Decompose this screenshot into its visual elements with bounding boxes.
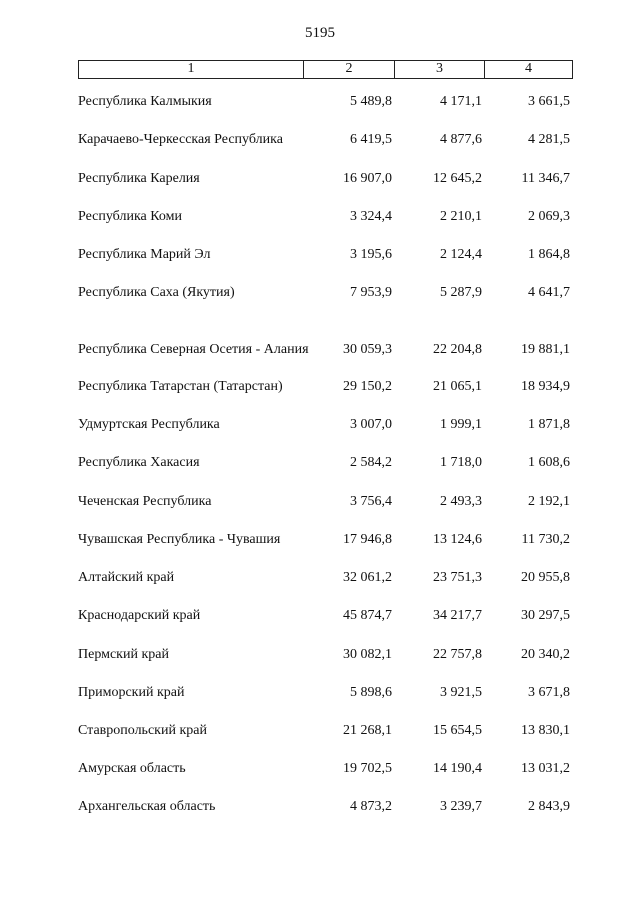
value-col-4: 3 671,8	[528, 685, 570, 700]
value-col-2: 6 419,5	[350, 132, 392, 147]
value-col-4: 19 881,1	[521, 342, 570, 357]
table-row	[78, 378, 572, 396]
region-name: Чувашская Республика - Чувашия	[78, 532, 281, 547]
value-col-3: 2 124,4	[440, 247, 482, 262]
value-col-4: 11 346,7	[521, 171, 570, 186]
page-number: 5195	[305, 25, 335, 41]
value-col-2: 7 953,9	[350, 285, 392, 300]
region-name: Приморский край	[78, 685, 185, 700]
region-name: Алтайский край	[78, 570, 175, 585]
value-col-4: 20 955,8	[521, 570, 570, 585]
value-col-2: 3 195,6	[350, 247, 392, 262]
value-col-3: 22 204,8	[433, 342, 482, 357]
value-col-4: 13 830,1	[521, 723, 570, 738]
value-col-3: 1 718,0	[440, 455, 482, 470]
value-col-3: 4 171,1	[440, 94, 482, 109]
region-name: Республика Северная Осетия - Алания	[78, 342, 309, 357]
region-name: Архангельская область	[78, 799, 216, 814]
region-name: Ставропольский край	[78, 723, 207, 738]
region-name: Республика Саха (Якутия)	[78, 285, 235, 300]
table-row	[78, 322, 572, 359]
column-header-1: 1	[79, 61, 304, 79]
table-row	[78, 93, 572, 111]
value-col-4: 30 297,5	[521, 608, 570, 623]
table-row	[78, 684, 572, 702]
value-col-3: 15 654,5	[433, 723, 482, 738]
region-name: Республика Коми	[78, 209, 182, 224]
table-row	[78, 246, 572, 264]
table-row	[78, 454, 572, 472]
value-col-3: 34 217,7	[433, 608, 482, 623]
value-col-3: 3 921,5	[440, 685, 482, 700]
table-row	[78, 798, 572, 816]
value-col-4: 13 031,2	[521, 761, 570, 776]
value-col-2: 3 324,4	[350, 209, 392, 224]
value-col-4: 11 730,2	[521, 532, 570, 547]
table-row	[78, 569, 572, 587]
value-col-2: 5 489,8	[350, 94, 392, 109]
value-col-3: 14 190,4	[433, 761, 482, 776]
column-header-row	[79, 61, 573, 79]
value-col-2: 2 584,2	[350, 455, 392, 470]
region-name: Чеченская Республика	[78, 494, 212, 509]
table-row	[78, 607, 572, 625]
value-col-3: 2 210,1	[440, 209, 482, 224]
value-col-3: 13 124,6	[433, 532, 482, 547]
region-name: Удмуртская Республика	[78, 417, 220, 432]
value-col-2: 32 061,2	[343, 570, 392, 585]
region-name: Амурская область	[78, 761, 186, 776]
value-col-3: 5 287,9	[440, 285, 482, 300]
value-col-3: 1 999,1	[440, 417, 482, 432]
table-row	[78, 131, 572, 149]
value-col-2: 30 082,1	[343, 647, 392, 662]
value-col-3: 21 065,1	[433, 379, 482, 394]
value-col-2: 29 150,2	[343, 379, 392, 394]
value-col-2: 30 059,3	[343, 342, 392, 357]
column-header-2: 2	[304, 61, 395, 79]
value-col-2: 45 874,7	[343, 608, 392, 623]
table-row	[78, 416, 572, 434]
region-name: Республика Татарстан (Татарстан)	[78, 379, 283, 394]
region-name: Республика Марий Эл	[78, 247, 211, 262]
table-row	[78, 760, 572, 778]
table-row	[78, 170, 572, 188]
value-col-3: 22 757,8	[433, 647, 482, 662]
table-row	[78, 208, 572, 226]
value-col-4: 2 069,3	[528, 209, 570, 224]
value-col-3: 23 751,3	[433, 570, 482, 585]
table-row	[78, 493, 572, 511]
value-col-4: 4 281,5	[528, 132, 570, 147]
value-col-2: 16 907,0	[343, 171, 392, 186]
region-name: Республика Калмыкия	[78, 94, 212, 109]
value-col-4: 18 934,9	[521, 379, 570, 394]
value-col-4: 20 340,2	[521, 647, 570, 662]
column-header-table	[78, 60, 573, 79]
value-col-4: 1 871,8	[528, 417, 570, 432]
value-col-3: 12 645,2	[433, 171, 482, 186]
column-header-3: 3	[395, 61, 485, 79]
value-col-2: 3 007,0	[350, 417, 392, 432]
value-col-2: 17 946,8	[343, 532, 392, 547]
value-col-4: 1 864,8	[528, 247, 570, 262]
table-row	[78, 646, 572, 664]
region-name: Краснодарский край	[78, 608, 201, 623]
region-name: Карачаево-Черкесская Республика	[78, 132, 283, 147]
value-col-4: 4 641,7	[528, 285, 570, 300]
region-name: Республика Хакасия	[78, 455, 200, 470]
value-col-4: 2 192,1	[528, 494, 570, 509]
region-name: Пермский край	[78, 647, 169, 662]
region-name: Республика Карелия	[78, 171, 200, 186]
value-col-2: 19 702,5	[343, 761, 392, 776]
value-col-2: 4 873,2	[350, 799, 392, 814]
value-col-4: 1 608,6	[528, 455, 570, 470]
value-col-4: 3 661,5	[528, 94, 570, 109]
column-header-4: 4	[485, 61, 573, 79]
value-col-3: 4 877,6	[440, 132, 482, 147]
table-row	[78, 722, 572, 740]
value-col-2: 21 268,1	[343, 723, 392, 738]
value-col-3: 2 493,3	[440, 494, 482, 509]
table-row	[78, 531, 572, 549]
table-row	[78, 284, 572, 302]
value-col-3: 3 239,7	[440, 799, 482, 814]
value-col-2: 3 756,4	[350, 494, 392, 509]
value-col-2: 5 898,6	[350, 685, 392, 700]
value-col-4: 2 843,9	[528, 799, 570, 814]
